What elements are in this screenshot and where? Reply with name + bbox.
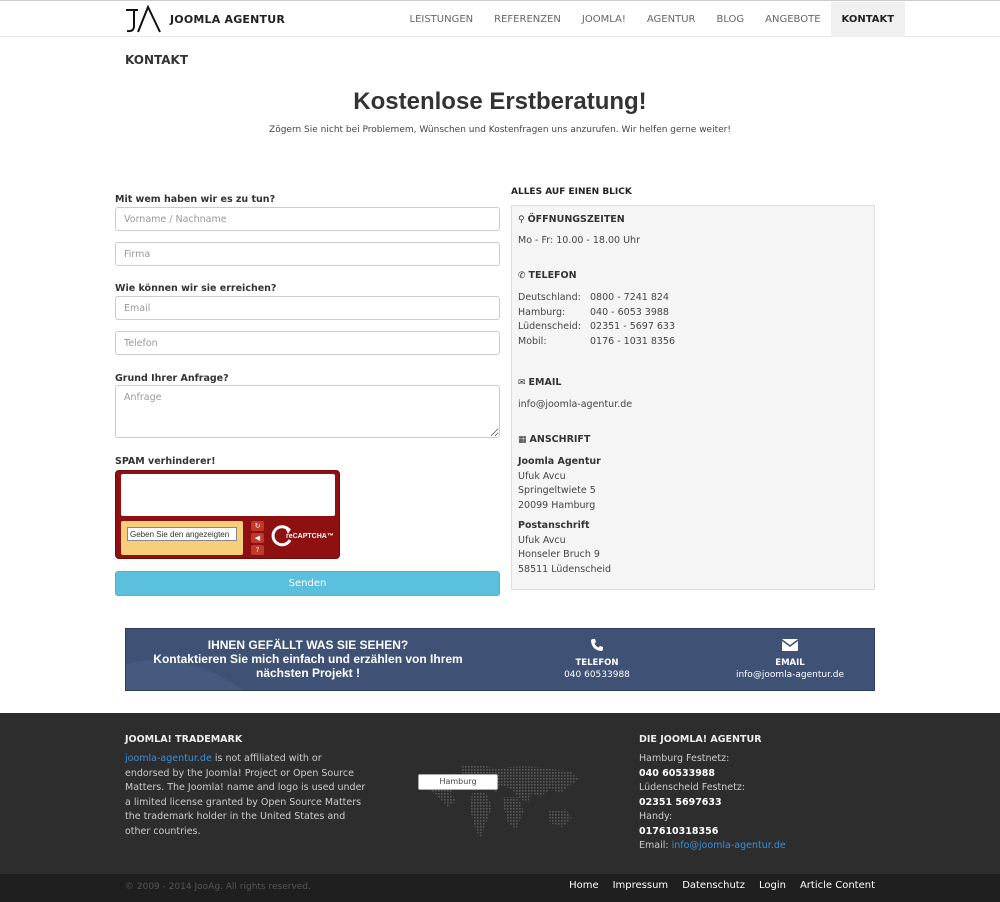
- agency-title: DIE JOOMLA! AGENTUR: [639, 734, 762, 745]
- nav-item-joomla[interactable]: JOOMLA!: [581, 14, 626, 25]
- trademark-line: endorsed by the Joomla! Project or Open Source: [125, 767, 354, 779]
- phone-heading-text: TELEFON: [528, 270, 577, 281]
- trademark-title: JOOMLA! TRADEMARK: [125, 734, 243, 745]
- address-block: [518, 455, 601, 513]
- trademark-line: Matters. The Joomla! name and logo is used under: [125, 782, 366, 793]
- email-heading: [518, 377, 561, 388]
- banner-email[interactable]: [720, 638, 860, 680]
- postal-block: [518, 519, 611, 577]
- trademark-line: the trademark holder in the United States and: [125, 811, 346, 822]
- postal-line: Ufuk Avcu: [518, 534, 566, 546]
- address-line: 20099 Hamburg: [518, 499, 596, 511]
- ja-monogram-icon: [124, 4, 162, 34]
- phone-place: Mobil:: [518, 335, 547, 347]
- recaptcha-logo: [269, 523, 334, 549]
- building-icon: ▦: [518, 434, 527, 445]
- info-email[interactable]: info@joomla-agentur.de: [518, 399, 633, 410]
- hh-number[interactable]: 040 60533988: [639, 767, 716, 779]
- nav-item-agentur[interactable]: AGENTUR: [646, 14, 696, 25]
- hero-subtitle: Zögern Sie nicht bei Problemem, Wünschen und Kostenfragen uns anzurufen. Wir helfen gerne weiter!: [269, 125, 731, 135]
- bottom-bar: [0, 874, 1000, 902]
- company-input[interactable]: [115, 242, 500, 266]
- address-heading-text: ANSCHRIFT: [529, 434, 591, 445]
- banner-line: Kontaktieren Sie mich einfach und erzählen von Ihrem: [153, 652, 463, 666]
- phone-number[interactable]: 02351 - 5697 633: [590, 321, 676, 332]
- nav-item-leistungen[interactable]: LEISTUNGEN: [409, 14, 474, 25]
- banner-phone-label: TELEFON: [575, 658, 619, 668]
- banner-text: [126, 638, 490, 680]
- phone-list: [518, 291, 675, 349]
- ls-label: Lüdenscheid Festnetz:: [639, 782, 746, 793]
- phone-number[interactable]: 0800 - 7241 824: [590, 292, 669, 303]
- footer-nav: [555, 880, 875, 891]
- address-line: Ufuk Avcu: [518, 470, 566, 482]
- who-label: Mit wem haben wir es zu tun?: [115, 194, 276, 205]
- audio-icon[interactable]: ◀: [251, 533, 264, 543]
- phone-input[interactable]: [115, 331, 500, 355]
- hours-heading-text: ÖFFNUNGSZEITEN: [527, 214, 625, 225]
- trademark-line: a limited license granted by Open Source Matters: [125, 796, 362, 808]
- email-input[interactable]: [115, 296, 500, 320]
- banner-phone[interactable]: [546, 638, 648, 680]
- banner-email-value: info@joomla-agentur.de: [735, 670, 845, 680]
- nav-item-blog[interactable]: BLOG: [716, 14, 745, 25]
- mobile-number[interactable]: 017610318356: [639, 825, 719, 837]
- banner-email-label: EMAIL: [775, 658, 805, 668]
- phone-place: Deutschland:: [518, 292, 581, 303]
- trademark-link[interactable]: joomla-agentur.de: [125, 753, 212, 764]
- nav-item-kontakt[interactable]: KONTAKT: [831, 2, 905, 37]
- spam-label: SPAM verhinderer!: [115, 456, 216, 467]
- nav-item-referenzen[interactable]: REFERENZEN: [494, 14, 561, 25]
- banner-phone-value: 040 60533988: [564, 670, 630, 680]
- hh-label: Hamburg Festnetz:: [639, 753, 730, 764]
- address-line: Springeltwiete 5: [518, 485, 596, 496]
- footer-link-impressum[interactable]: Impressum: [612, 880, 669, 891]
- brand[interactable]: [124, 4, 285, 34]
- hours-text: Mo - Fr: 10.00 - 18.00 Uhr: [518, 235, 640, 246]
- postal-line: 58511 Lüdenscheid: [518, 563, 611, 575]
- contact-banner: [125, 628, 875, 691]
- map-location-label: Hamburg: [418, 774, 498, 790]
- footer-link-home[interactable]: Home: [569, 880, 599, 891]
- recaptcha-widget: [115, 470, 340, 559]
- top-navbar: [0, 0, 1000, 37]
- postal-line: Honseler Bruch 9: [518, 549, 600, 560]
- recaptcha-brand: reCAPTCHA™: [286, 532, 334, 540]
- info-box: [511, 205, 875, 590]
- envelope-icon: ✉: [518, 377, 526, 388]
- main-nav: [399, 2, 905, 37]
- ls-number[interactable]: 02351 5697633: [639, 796, 722, 808]
- footer-link-datenschutz[interactable]: Datenschutz: [682, 880, 745, 891]
- banner-line: nächsten Projekt !: [255, 666, 361, 680]
- mobile-label: Handy:: [639, 811, 673, 822]
- reason-label: Grund Ihrer Anfrage?: [115, 373, 229, 384]
- footer: [0, 713, 1000, 874]
- company-name: Joomla Agentur: [518, 456, 601, 467]
- phone-row: [518, 320, 675, 335]
- trademark-text: [125, 752, 375, 839]
- phone-row: [518, 306, 675, 321]
- address-heading: [518, 434, 590, 445]
- footer-email-label: Email:: [639, 840, 672, 851]
- refresh-icon[interactable]: ↻: [251, 521, 264, 531]
- nav-item-angebote[interactable]: ANGEBOTE: [765, 14, 821, 25]
- captcha-image: [121, 474, 335, 516]
- phone-number[interactable]: 0176 - 1031 8356: [590, 335, 676, 347]
- trademark-line: other countries.: [125, 825, 201, 837]
- info-title: ALLES AUF EINEN BLICK: [511, 187, 632, 197]
- brand-name: JOOMLA AGENTUR: [170, 12, 286, 26]
- footer-email-link[interactable]: info@joomla-agentur.de: [671, 840, 786, 851]
- captcha-input[interactable]: [127, 527, 237, 541]
- help-icon[interactable]: ?: [251, 545, 264, 555]
- phone-icon: ✆: [518, 270, 526, 281]
- phone-number[interactable]: 040 - 6053 3988: [590, 306, 669, 318]
- agency-contacts: [639, 752, 879, 854]
- submit-button[interactable]: Senden: [115, 571, 500, 596]
- hours-heading: [518, 214, 625, 225]
- phone-row: [518, 291, 675, 306]
- phone-place: Hamburg:: [518, 306, 566, 318]
- name-input[interactable]: [115, 207, 500, 231]
- phone-icon: [546, 638, 648, 654]
- banner-line: IHNEN GEFÄLLT WAS SIE SEHEN?: [207, 638, 409, 652]
- key-icon: ⚲: [518, 214, 525, 225]
- footer-link-article-content[interactable]: Article Content: [799, 880, 875, 891]
- trademark-line: is not affiliated with or: [211, 753, 322, 764]
- envelope-icon: [720, 638, 860, 654]
- copyright: © 2009 - 2014 JooAg. All rights reserved.: [125, 882, 311, 892]
- email-heading-text: EMAIL: [528, 377, 562, 388]
- request-textarea[interactable]: [115, 385, 500, 438]
- phone-place: Lüdenscheid:: [518, 321, 581, 332]
- captcha-controls: [251, 521, 265, 555]
- phone-heading: [518, 270, 577, 281]
- captcha-input-area: [121, 521, 243, 555]
- postal-title: Postanschrift: [518, 520, 590, 531]
- phone-row: [518, 335, 675, 350]
- hero-title: Kostenlose Erstberatung!: [353, 88, 647, 115]
- reach-label: Wie können wir sie erreichen?: [115, 283, 277, 294]
- footer-link-login[interactable]: Login: [758, 880, 786, 891]
- page-title: KONTAKT: [125, 53, 189, 67]
